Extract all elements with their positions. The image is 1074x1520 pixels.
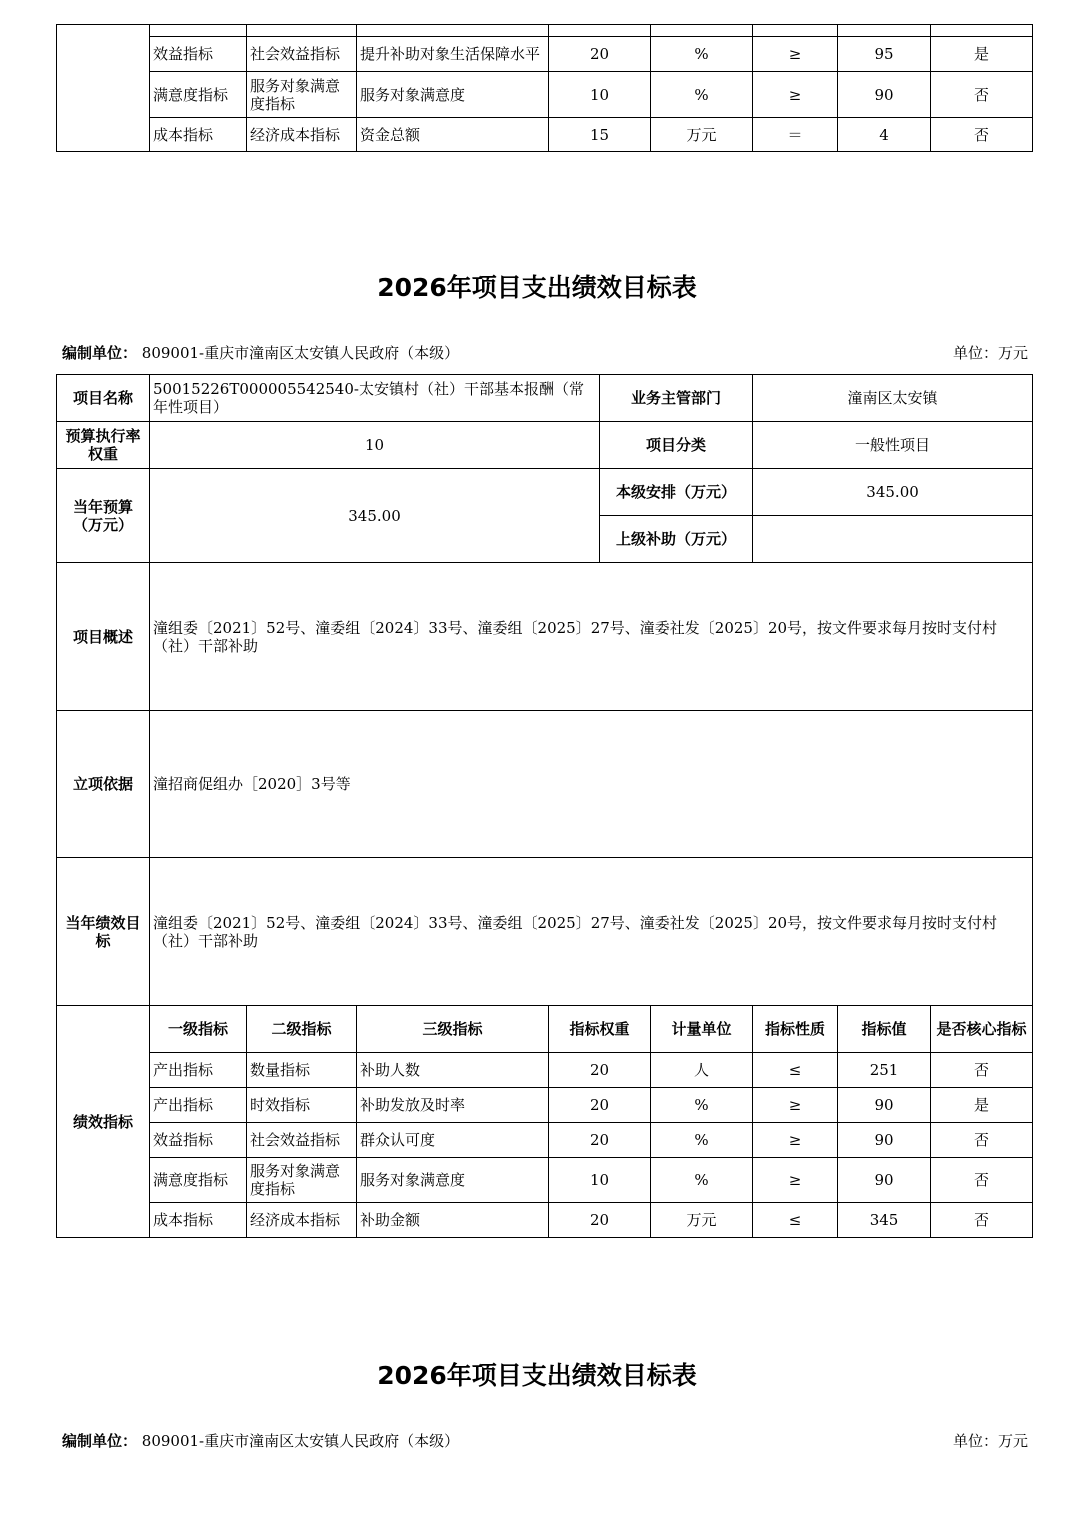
level1-cell: 成本指标 [150, 118, 247, 152]
nature-cell: ≥ [753, 37, 838, 72]
currency-unit: 单位：万元 [952, 344, 1028, 362]
value-cell: 345 [838, 1203, 931, 1238]
nature-cell: ≥ [753, 1123, 838, 1158]
header-nature: 指标性质 [753, 1006, 838, 1053]
unit-cell: % [651, 37, 753, 72]
level3-cell: 资金总额 [357, 118, 549, 152]
form2-compiling-unit-line [62, 1430, 1032, 1451]
weight-cell: 20 [549, 1053, 651, 1088]
budget-label: 当年预算（万元） [57, 469, 150, 563]
level3-cell: 补助金额 [357, 1203, 549, 1238]
form2-compiling-unit-label: 编制单位： [62, 1432, 138, 1450]
core-cell: 否 [931, 72, 1033, 118]
table-row [57, 72, 1033, 118]
core-cell: 否 [931, 1203, 1033, 1238]
level3-cell: 群众认可度 [357, 1123, 549, 1158]
value-cell: 95 [838, 37, 931, 72]
nature-cell: ≥ [753, 1088, 838, 1123]
header-level1: 一级指标 [150, 1006, 247, 1053]
core-cell: 否 [931, 118, 1033, 152]
value-cell: 90 [838, 1158, 931, 1203]
table-row [57, 1088, 1033, 1123]
compiling-unit-value: 809001-重庆市潼南区太安镇人民政府（本级） [141, 344, 460, 362]
weight-cell: 20 [549, 1088, 651, 1123]
indicator-header-row [57, 1006, 1033, 1053]
nature-cell: ≥ [753, 1158, 838, 1203]
exec-weight-label: 预算执行率权重 [57, 422, 150, 469]
unit-cell: 万元 [651, 118, 753, 152]
category-label: 项目分类 [600, 422, 753, 469]
performance-target-table [56, 374, 1033, 1238]
level1-cell: 效益指标 [150, 1123, 247, 1158]
weight-cell: 20 [549, 37, 651, 72]
overview-label: 项目概述 [57, 563, 150, 711]
table-row [57, 1053, 1033, 1088]
exec-weight-value: 10 [150, 422, 600, 469]
fragment-indicator-table [56, 24, 1033, 152]
weight-cell: 10 [549, 72, 651, 118]
value-cell: 90 [838, 1088, 931, 1123]
table-row [57, 37, 1033, 72]
basis-label: 立项依据 [57, 711, 150, 858]
header-level3: 三级指标 [357, 1006, 549, 1053]
unit-cell: % [651, 1158, 753, 1203]
weight-cell: 15 [549, 118, 651, 152]
dept-label: 业务主管部门 [600, 375, 753, 422]
compiling-unit-label: 编制单位： [62, 344, 138, 362]
header-value: 指标值 [838, 1006, 931, 1053]
unit-cell: % [651, 1123, 753, 1158]
level2-cell: 社会效益指标 [247, 1123, 357, 1158]
value-cell: 4 [838, 118, 931, 152]
level3-cell: 补助发放及时率 [357, 1088, 549, 1123]
level3-cell: 服务对象满意度 [357, 72, 549, 118]
unit-cell: % [651, 72, 753, 118]
nature-cell: ≤ [753, 1053, 838, 1088]
form-title: 2026年项目支出绩效目标表 [377, 273, 697, 302]
level2-cell: 社会效益指标 [247, 37, 357, 72]
weight-cell: 10 [549, 1158, 651, 1203]
level2-cell: 服务对象满意度指标 [247, 1158, 357, 1203]
header-core: 是否核心指标 [931, 1006, 1033, 1053]
local-value: 345.00 [753, 469, 1033, 516]
fragment-label-cell [57, 25, 150, 152]
core-cell: 否 [931, 1123, 1033, 1158]
core-cell: 否 [931, 1053, 1033, 1088]
value-cell: 90 [838, 72, 931, 118]
dept-value: 潼南区太安镇 [753, 375, 1033, 422]
perf-label: 绩效指标 [57, 1006, 150, 1238]
form2-compiling-unit-value: 809001-重庆市潼南区太安镇人民政府（本级） [141, 1432, 460, 1450]
budget-value: 345.00 [150, 469, 600, 563]
table-row [57, 1123, 1033, 1158]
previous-form-fragment [0, 0, 1074, 152]
level1-cell: 成本指标 [150, 1203, 247, 1238]
local-label: 本级安排（万元） [600, 469, 753, 516]
nature-cell: ＝ [753, 118, 838, 152]
goal-label: 当年绩效目标 [57, 858, 150, 1006]
basis-value: 潼招商促组办［2020］3号等 [150, 711, 1033, 858]
weight-cell: 20 [549, 1123, 651, 1158]
value-cell: 90 [838, 1123, 931, 1158]
table-row [57, 118, 1033, 152]
upper-value [753, 516, 1033, 563]
project-name-value: 50015226T000005542540-太安镇村（社）干部基本报酬（常年性项目） [150, 375, 600, 422]
header-level2: 二级指标 [247, 1006, 357, 1053]
form2-title: 2026年项目支出绩效目标表 [377, 1361, 697, 1390]
nature-cell: ≥ [753, 72, 838, 118]
header-unit: 计量单位 [651, 1006, 753, 1053]
level2-cell: 时效指标 [247, 1088, 357, 1123]
table-row [57, 1158, 1033, 1203]
level1-cell: 满意度指标 [150, 72, 247, 118]
level2-cell: 数量指标 [247, 1053, 357, 1088]
level2-cell: 服务对象满意度指标 [247, 72, 357, 118]
level1-cell: 产出指标 [150, 1053, 247, 1088]
level1-cell: 产出指标 [150, 1088, 247, 1123]
level3-cell: 提升补助对象生活保障水平 [357, 37, 549, 72]
nature-cell: ≤ [753, 1203, 838, 1238]
core-cell: 否 [931, 1158, 1033, 1203]
level3-cell: 服务对象满意度 [357, 1158, 549, 1203]
weight-cell: 20 [549, 1203, 651, 1238]
unit-cell: 万元 [651, 1203, 753, 1238]
table-row [57, 1203, 1033, 1238]
unit-cell: % [651, 1088, 753, 1123]
form2-currency-unit: 单位：万元 [952, 1432, 1028, 1450]
level1-cell: 满意度指标 [150, 1158, 247, 1203]
project-name-label: 项目名称 [57, 375, 150, 422]
compiling-unit-line [62, 342, 1032, 363]
value-cell: 251 [838, 1053, 931, 1088]
category-value: 一般性项目 [753, 422, 1033, 469]
upper-label: 上级补助（万元） [600, 516, 753, 563]
core-cell: 是 [931, 37, 1033, 72]
level2-cell: 经济成本指标 [247, 1203, 357, 1238]
level2-cell: 经济成本指标 [247, 118, 357, 152]
level3-cell: 补助人数 [357, 1053, 549, 1088]
core-cell: 是 [931, 1088, 1033, 1123]
overview-value: 潼组委〔2021〕52号、潼委组〔2024〕33号、潼委组〔2025〕27号、潼委社发〔2025〕20号，按文件要求每月按时支付村（社）干部补助 [150, 563, 1033, 711]
unit-cell: 人 [651, 1053, 753, 1088]
level1-cell: 效益指标 [150, 37, 247, 72]
header-weight: 指标权重 [549, 1006, 651, 1053]
goal-value: 潼组委〔2021〕52号、潼委组〔2024〕33号、潼委组〔2025〕27号、潼委社发〔2025〕20号，按文件要求每月按时支付村（社）干部补助 [150, 858, 1033, 1006]
